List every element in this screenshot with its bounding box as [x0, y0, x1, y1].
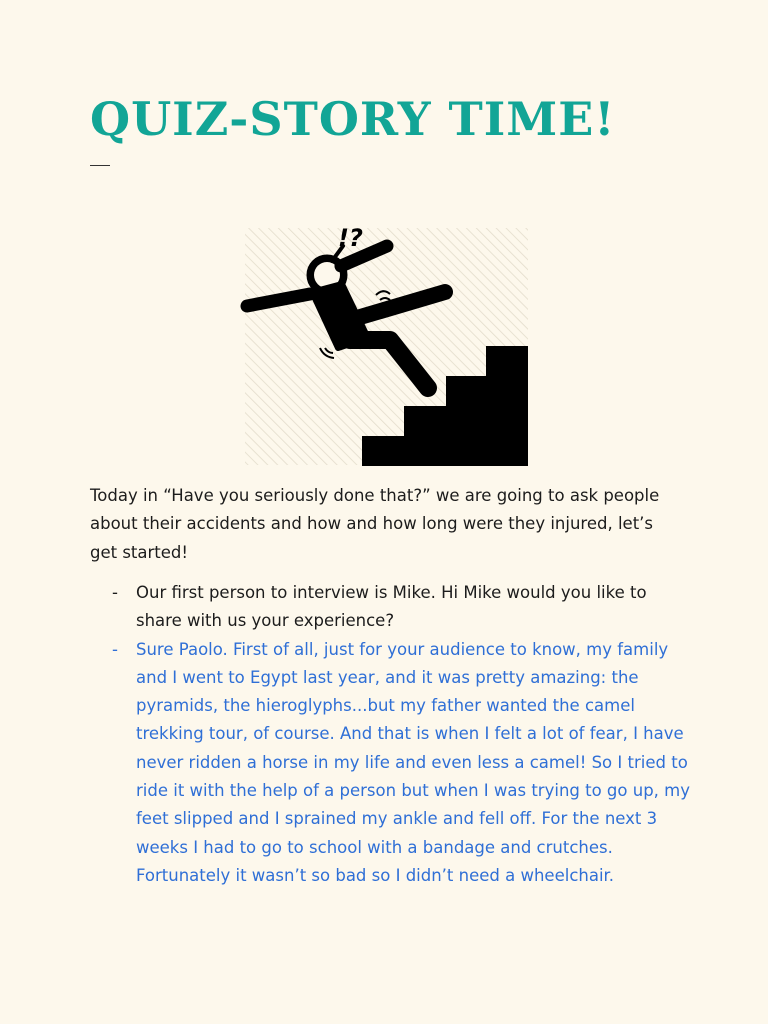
person-falling-down-stairs-icon [240, 220, 530, 470]
list-item-answer [90, 636, 690, 891]
bullet-dash: - [112, 639, 118, 659]
surprise-mark: !? [338, 224, 363, 252]
intro-paragraph: Today in “Have you seriously done that?” we are going to ask people about their accidents and how and how long were they injured, let’s get started! [90, 486, 660, 562]
page-title: QUIZ-STORY TIME! [90, 92, 616, 146]
question-text: Our first person to interview is Mike. Hi Mike would you like to share with us your experience? [136, 583, 647, 631]
list-item-question [90, 579, 690, 636]
bullet-dash: - [112, 583, 118, 602]
interview-dialogue [90, 579, 690, 890]
answer-text: Sure Paolo. First of all, just for your audience to know, my family and I went to Egypt last year, and it was pretty amazing: the pyramids, the hieroglyphs...but my father wanted the camel trekking tour, of course. And that is when I felt a lot of fear, I have never ridden a horse in my life and even less a camel! So I tried to ride it with the help of a person but when I was trying to go up, my feet slipped and I sprained my ankle and fell off. For the next 3 weeks I had to go to school with a bandage and crutches. Fortunately it wasn’t so bad so I didn’t need a wheelchair. [136, 639, 690, 885]
title-underline [90, 165, 110, 166]
